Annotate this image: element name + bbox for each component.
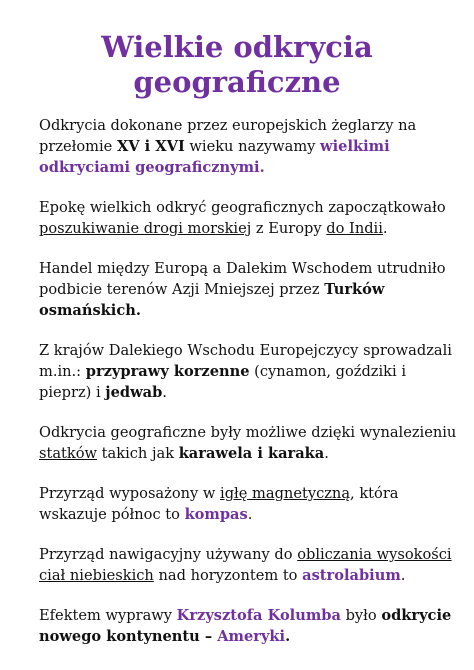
bold-term-discovery: odkrycie — [381, 607, 452, 624]
text-run: . — [324, 445, 329, 462]
underlined-term-celestial-bodies: ciał niebieskich — [39, 567, 154, 584]
text-run: . — [382, 220, 388, 237]
underlined-term-sea-route: poszukiwanie drogi morskiej — [39, 220, 252, 237]
text-run: . — [162, 384, 167, 401]
bold-term-centuries: XV i XVI — [116, 138, 185, 155]
text-run: takich jak — [97, 445, 179, 462]
paragraph-epoch-start — [39, 197, 463, 239]
paragraph-astrolabe — [39, 544, 463, 586]
document-body — [39, 115, 463, 666]
paragraph-trade — [39, 258, 463, 321]
bold-term-spices: przyprawy korzenne — [85, 363, 250, 380]
bold-term-caravel-carrack: karawela i karaka — [178, 445, 325, 462]
paragraph-definition — [39, 115, 463, 178]
underlined-term-ships: statków — [39, 445, 98, 462]
bold-term-new-continent: nowego kontynentu – — [39, 628, 218, 645]
paragraph-columbus — [39, 605, 463, 647]
text-run: Przyrząd nawigacyjny używany do — [39, 546, 298, 563]
text-run: Epokę wielkich odkryć geograficznych zapoczątkowało — [39, 199, 446, 216]
text-run: Efektem wyprawy — [39, 607, 177, 624]
paragraph-imports — [39, 340, 463, 403]
text-run: z Europy — [251, 220, 327, 237]
text-run: wieku nazywamy — [184, 138, 321, 155]
text-run: . — [285, 628, 291, 645]
highlight-term-america: Ameryki — [217, 628, 286, 645]
highlight-term-astrolabe: astrolabium — [302, 567, 401, 584]
bold-term-turks: Turków — [324, 281, 385, 298]
paragraph-compass — [39, 483, 463, 525]
text-run: , która — [350, 485, 399, 502]
text-run: było — [340, 607, 382, 624]
paragraph-ships — [39, 422, 463, 464]
underlined-term-india: do Indii — [326, 220, 383, 237]
highlight-term-great-discoveries: wielkimi — [320, 138, 390, 155]
text-run: (cynamon, goździki i — [249, 363, 406, 380]
bold-term-silk: jedwab — [105, 384, 163, 401]
underlined-term-calculating-height: obliczania wysokości — [297, 546, 452, 563]
highlight-term-compass: kompas — [184, 506, 248, 523]
highlight-term-great-discoveries-cont: odkryciami geograficznymi — [39, 159, 260, 176]
text-run: m.in.: — [39, 363, 86, 380]
text-run: Odkrycia geograficzne były możliwe dzięki wynalezieniu — [39, 424, 457, 441]
title-line-1: Wielkie odkrycia — [101, 30, 373, 64]
text-run: wskazuje północ to — [39, 506, 185, 523]
text-run: Odkrycia dokonane przez europejskich żeglarzy na — [39, 117, 417, 134]
text-run: Przyrząd wyposażony w — [39, 485, 221, 502]
text-run: . — [400, 567, 406, 584]
text-run: pieprz) i — [39, 384, 106, 401]
text-run: nad horyzontem to — [153, 567, 303, 584]
text-run: podbicie terenów Azji Mniejszej przez — [39, 281, 325, 298]
bold-term-ottoman: osmańskich. — [39, 302, 141, 319]
text-run: . — [247, 506, 253, 523]
text-run: Z krajów Dalekiego Wschodu Europejczycy sprowadzali — [39, 342, 452, 359]
text-run: . — [259, 159, 265, 176]
text-run: Handel między Europą a Dalekim Wschodem utrudniło — [39, 260, 446, 277]
highlight-term-columbus: Krzysztofa Kolumba — [176, 607, 341, 624]
title-line-2: geograficzne — [133, 65, 341, 99]
page-title — [0, 30, 474, 100]
text-run: przełomie — [39, 138, 117, 155]
underlined-term-magnetic-needle: igłę magnetyczną — [220, 485, 351, 502]
